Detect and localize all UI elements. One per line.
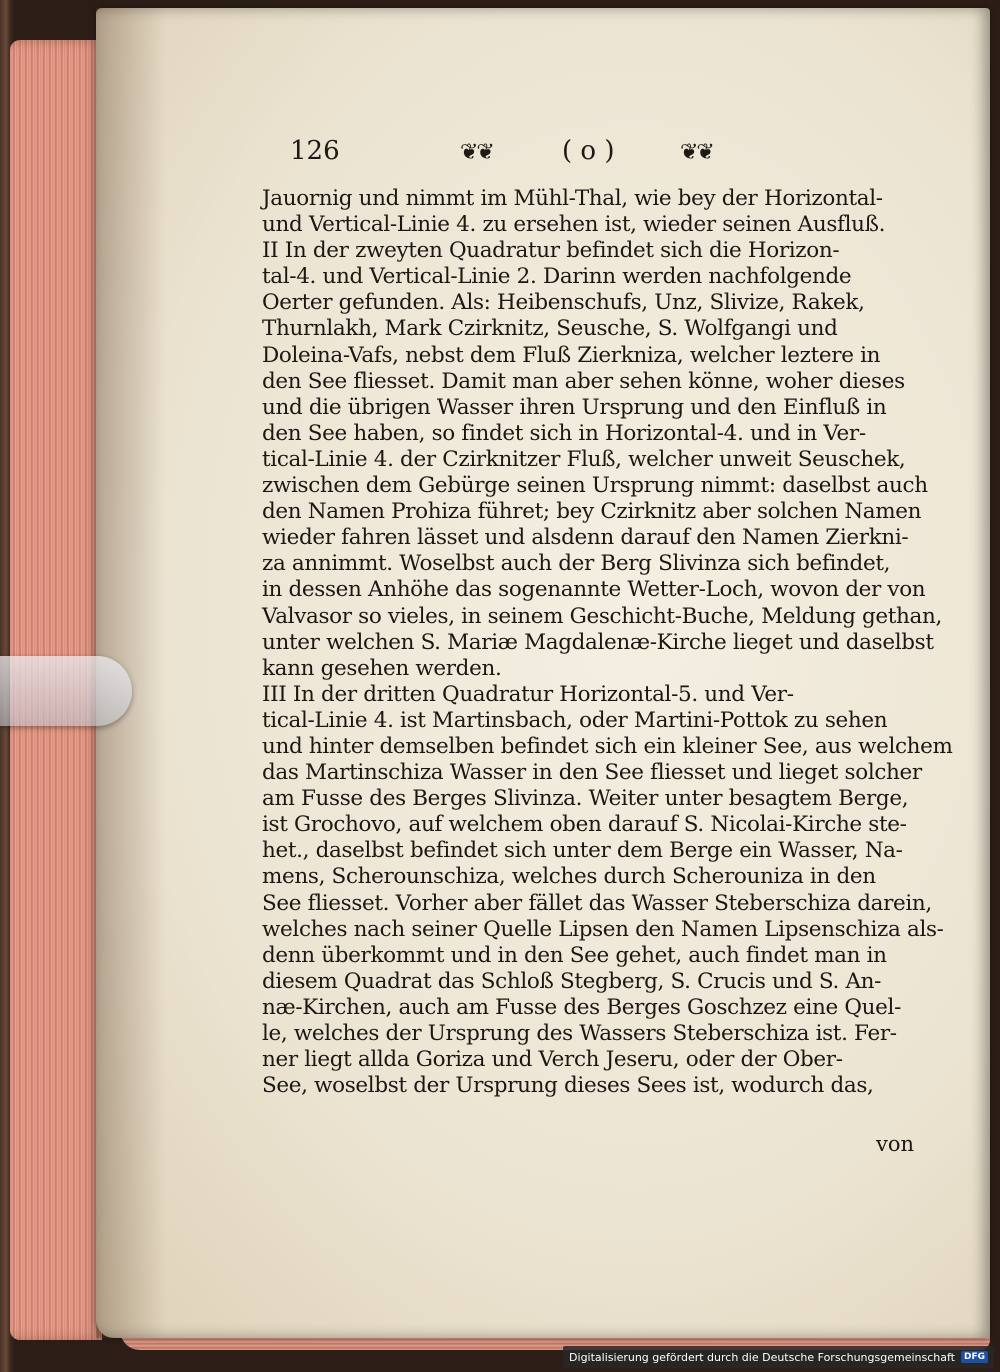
text-line: das Martinschiza Wasser in den See fliesset und lieget solcher [262,760,922,786]
text-line: tical-Linie 4. ist Martinsbach, oder Martini-Pottok zu sehen [262,707,888,733]
text-line: zwischen dem Gebürge seinen Ursprung nimmt: daselbst auch [262,473,928,499]
credit-text: Digitalisierung gefördert durch die Deutsche Forschungsgemeinschaft [569,1350,955,1364]
text-line: ist Grochovo, auf welchem oben darauf S. Nicolai-Kirche ste- [262,812,907,838]
text-line: und Vertical-Linie 4. zu ersehen ist, wieder seinen Ausfluß. [262,212,886,238]
ornament-right-icon: ❦❦ [680,140,713,165]
text-line: und hinter demselben befindet sich ein kleiner See, aus welchem [262,733,953,759]
text-line: tal-4. und Vertical-Linie 2. Darinn werden nachfolgende [262,264,852,290]
catchword: von [876,1132,915,1156]
text-line: næ-Kirchen, auch am Fusse des Berges Goschzez eine Quel- [262,994,901,1020]
header-paren-mark: ( o ) [562,136,615,166]
text-line: See fliesset. Vorher aber fället das Wasser Steberschiza darein, [262,890,932,916]
text-line: den See haben, so findet sich in Horizontal-4. und in Ver- [262,420,866,446]
text-line: den See fliesset. Damit man aber sehen könne, woher dieses [262,368,905,394]
page-holder-clip [0,656,132,726]
text-line: Thurnlakh, Mark Czirknitz, Seusche, S. Wolfgangi und [262,316,838,342]
text-line: za annimmt. Woselbst auch der Berg Slivinza sich befindet, [262,551,891,577]
page-number: 126 [290,136,340,166]
text-line: le, welches der Ursprung des Wassers Steberschiza ist. Fer- [262,1021,897,1046]
text-line: diesem Quadrat das Schloß Stegberg, S. Crucis und S. An- [262,968,882,994]
body-text [262,186,967,1099]
text-line: See, woselbst der Ursprung dieses Sees ist, wodurch das, [262,1073,874,1099]
text-line: II In der zweyten Quadratur befindet sich die Horizon- [262,238,840,264]
text-line: welches nach seiner Quelle Lipsen den Namen Lipsenschiza als- [262,916,944,942]
text-line: unter welchen S. Mariæ Magdalenæ-Kirche lieget und daselbst [262,629,934,655]
text-line: den Namen Prohiza führet; bey Czirknitz aber solchen Namen [262,499,922,525]
text-line: am Fusse des Berges Slivinza. Weiter unter besagtem Berge, [262,786,909,812]
text-line: in dessen Anhöhe das sogenannte Wetter-Loch, wovon der von [262,577,926,603]
text-line: ner liegt allda Goriza und Verch Jeseru, oder der Ober- [262,1047,843,1073]
text-line: Valvasor so vieles, in seinem Geschicht-Buche, Meldung gethan, [262,603,943,629]
text-line: kann gesehen werden. [262,655,502,681]
text-line: Jauornig und nimmt im Mühl-Thal, wie bey der Horizontal- [262,186,883,211]
text-line: wieder fahren lässet und alsdenn darauf den Namen Zierkni- [262,525,909,551]
text-line: Oerter gefunden. Als: Heibenschufs, Unz, Slivize, Rakek, [262,290,865,316]
text-line: tical-Linie 4. der Czirknitzer Fluß, welcher unweit Seuschek, [262,446,906,472]
text-line: III In der dritten Quadratur Horizontal-5. und Ver- [262,681,794,707]
text-line: het., daselbst befindet sich unter dem Berge ein Wasser, Na- [262,838,903,864]
text-line: Doleina-Vafs, nebst dem Fluß Zierkniza, welcher leztere in [262,342,881,368]
text-line: mens, Scherounschiza, welches durch Scherouniza in den [262,864,876,890]
ornament-left-icon: ❦❦ [460,140,493,165]
text-line: und die übrigen Wasser ihren Ursprung und den Einfluß in [262,394,887,420]
dfg-logo-icon: DFG [961,1351,988,1363]
text-line: denn überkommt und in den See gehet, auch findet man in [262,942,887,968]
digitization-credit [563,1346,994,1368]
running-header [290,136,790,176]
